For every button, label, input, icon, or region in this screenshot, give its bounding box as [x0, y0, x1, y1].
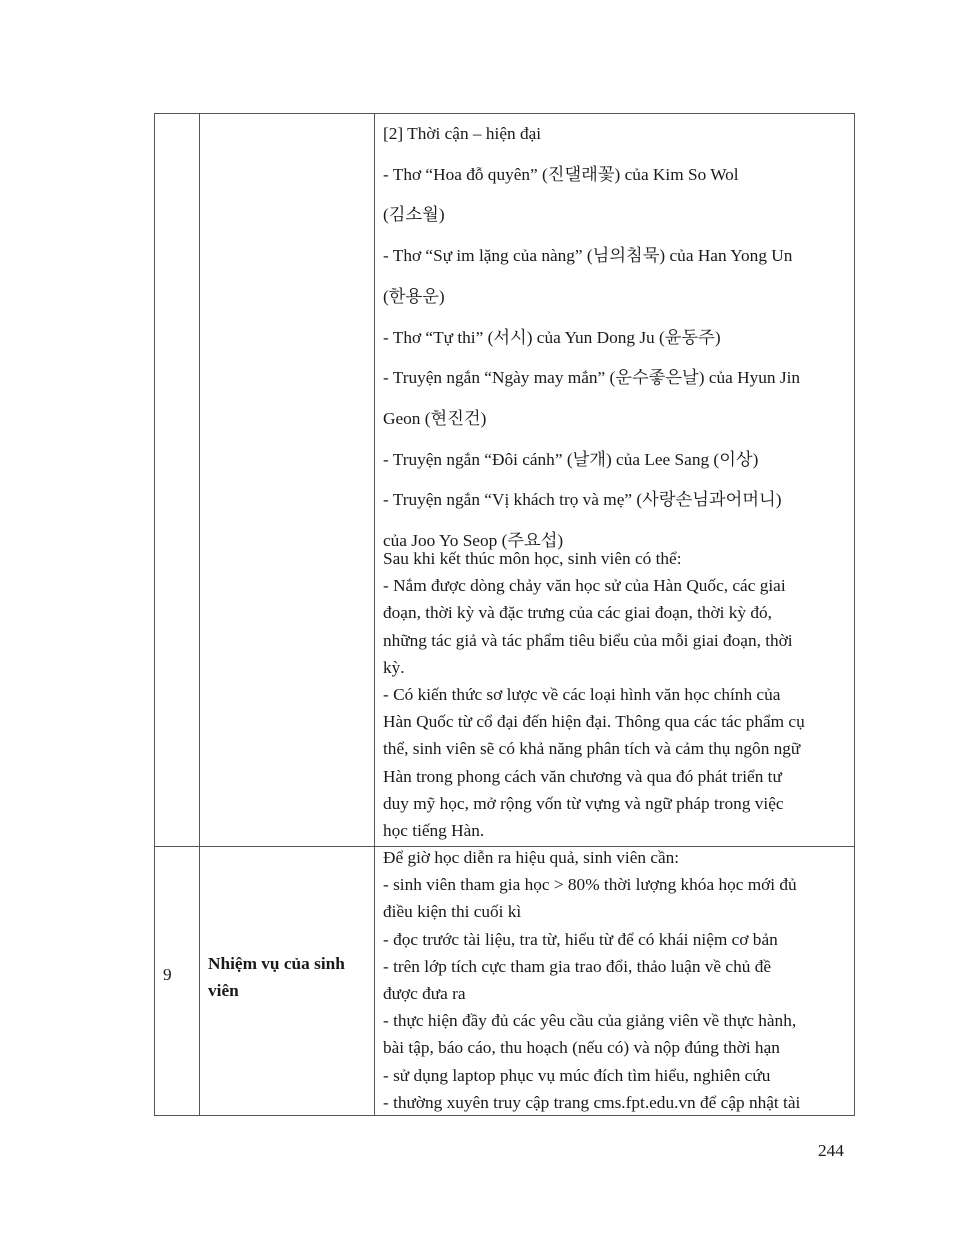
list-item: - thực hiện đầy đủ các yêu cầu của giảng viên về thực hành, [383, 1011, 797, 1031]
outcome-line: học tiếng Hàn. [383, 821, 485, 841]
outcome-line: thể, sinh viên sẽ có khả năng phân tích và cảm thụ ngôn ngữ [383, 739, 801, 759]
list-item: - trên lớp tích cực tham gia trao đổi, thảo luận về chủ đề [383, 956, 772, 976]
list-item: điều kiện thi cuối kì [383, 902, 522, 922]
row-title: Nhiệm vụ của sinh viên [208, 954, 345, 1001]
list-item: - sinh viên tham gia học > 80% thời lượng khóa học mới đủ [383, 875, 797, 895]
list-item: [2] Thời cận – hiện đại [383, 124, 542, 143]
column-divider [374, 114, 375, 846]
list-item: - Truyện ngắn “Đôi cánh” (날개) của Lee Sang (이상) [383, 449, 759, 469]
list-item: - đọc trước tài liệu, tra từ, hiểu từ để có khái niệm cơ bản [383, 929, 778, 949]
learning-outcomes [383, 545, 846, 844]
list-item: của Joo Yo Seop (주요섭) [383, 531, 564, 551]
list-item: - Truyện ngắn “Ngày may mắn” (운수좋은날) của Hyun Jin [383, 368, 801, 388]
literature-works-list [383, 114, 846, 562]
outcome-line: Sau khi kết thúc môn học, sinh viên có thể: [383, 549, 682, 568]
list-item: Để giờ học diễn ra hiệu quả, sinh viên cần: [383, 848, 680, 867]
outcome-line: - Nắm được dòng chảy văn học sử của Hàn Quốc, các giai [383, 576, 786, 596]
outcome-line: duy mỹ học, mở rộng vốn từ vựng và ngữ pháp trong việc [383, 793, 784, 813]
outcome-line: đoạn, thời kỳ và đặc trưng của các giai đoạn, thời kỳ đó, [383, 603, 772, 623]
outcome-line: Hàn Quốc từ cổ đại đến hiện đại. Thông qua các tác phẩm cụ [383, 712, 805, 732]
row-number: 9 [163, 965, 172, 984]
list-item: (김소월) [383, 205, 445, 225]
list-item: - Thơ “Sự im lặng của nàng” (님의침묵) của Han Yong Un [383, 246, 793, 266]
column-divider [374, 847, 375, 1115]
list-item: (한용운) [383, 286, 445, 306]
outcome-line: Hàn trong phong cách văn chương và qua đó phát triển tư [383, 766, 782, 786]
column-divider [199, 114, 200, 846]
outcome-line: - Có kiến thức sơ lược về các loại hình văn học chính của [383, 685, 781, 705]
column-divider [199, 847, 200, 1115]
list-item: - Thơ “Hoa đỗ quyên” (진댈래꽃) của Kim So Wol [383, 164, 739, 184]
list-item: - Thơ “Tự thi” (서시) của Yun Dong Ju (윤동주) [383, 327, 721, 347]
list-item: được đưa ra [383, 984, 466, 1004]
page-number: 244 [818, 1141, 844, 1160]
list-item: - sử dụng laptop phục vụ múc đích tìm hiểu, nghiên cứu [383, 1065, 771, 1085]
table-row-literature [154, 113, 855, 847]
list-item: - thường xuyên truy cập trang cms.fpt.edu.vn để cập nhật tài [383, 1092, 801, 1112]
list-item: - Truyện ngắn “Vị khách trọ và mẹ” (사랑손님과어머니) [383, 490, 782, 510]
syllabus-table [154, 113, 855, 1116]
student-duties-list [383, 844, 846, 1116]
list-item: Geon (현진건) [383, 408, 487, 428]
outcome-line: những tác giả và tác phẩm tiêu biểu của mỗi giai đoạn, thời [383, 630, 793, 650]
outcome-line: kỳ. [383, 657, 405, 677]
list-item: bài tập, báo cáo, thu hoạch (nếu có) và nộp đúng thời hạn [383, 1038, 780, 1058]
table-row-student-duties [154, 846, 855, 1116]
